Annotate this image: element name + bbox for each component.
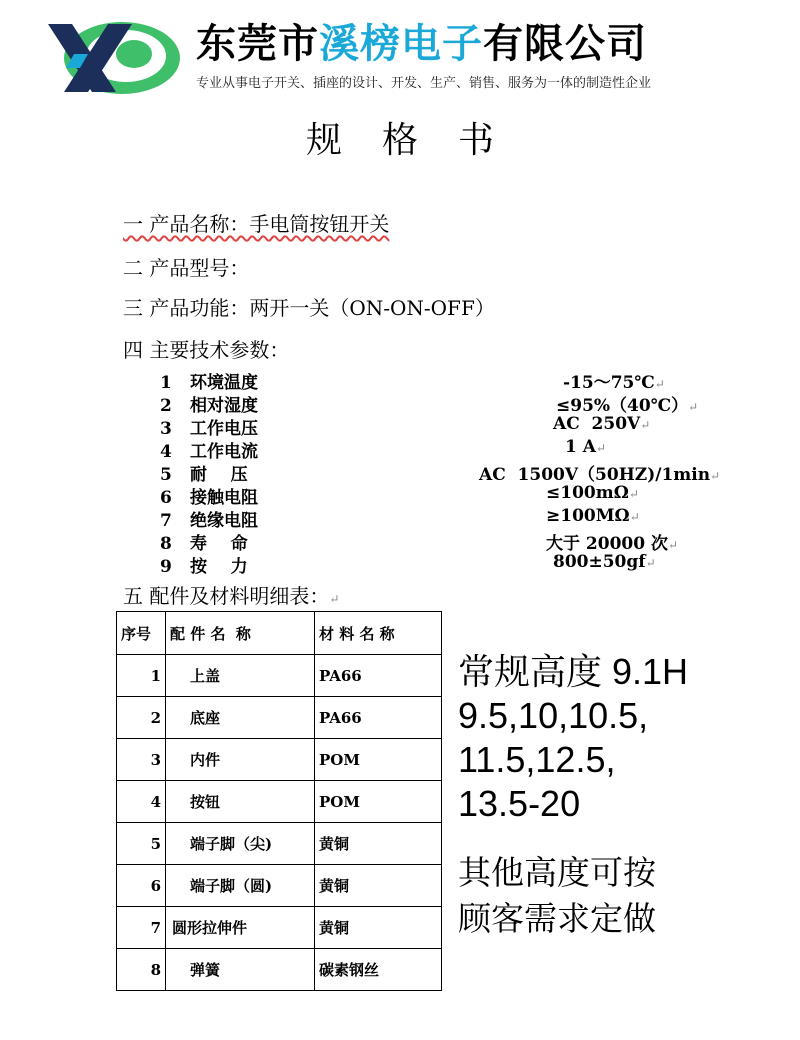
- cell-index: 8: [117, 949, 166, 991]
- table-row: [117, 781, 442, 823]
- section-product-model: 二 产品型号：: [123, 256, 250, 280]
- table-row: [117, 949, 442, 991]
- param-value-text: -15～75℃: [563, 373, 655, 393]
- cell-material: PA66: [315, 655, 442, 697]
- company-name-suffix: 有限公司: [483, 21, 647, 67]
- height-note-line: 11.5,12.5,: [458, 739, 616, 780]
- company-name: [196, 16, 647, 72]
- param-value-text: ≥100MΩ: [546, 506, 630, 526]
- cell-material: POM: [315, 781, 442, 823]
- param-row: [160, 391, 258, 416]
- table-row: [117, 739, 442, 781]
- param-value: ≤95%（40℃）↵: [556, 396, 699, 416]
- header-part-name: 配 件 名 称: [166, 612, 315, 655]
- section-parts-list: 五 配件及材料明细表：↵: [123, 584, 340, 608]
- param-name: 相对湿度: [190, 396, 258, 416]
- section-parts-list-text: 五 配件及材料明细表：: [123, 584, 330, 608]
- param-name: 工作电压: [190, 419, 258, 439]
- param-num: 4: [160, 442, 172, 462]
- cell-index: 1: [117, 655, 166, 697]
- param-value-text: 1 A: [565, 437, 596, 457]
- table-row: [117, 865, 442, 907]
- cell-material: 碳素钢丝: [315, 949, 442, 991]
- param-row: [160, 414, 258, 439]
- section-product-function: 三 产品功能：两开一关（ON-ON-OFF）: [123, 296, 495, 320]
- param-row: [160, 529, 248, 554]
- param-value: AC 1500V（50HZ)/1min↵: [479, 465, 721, 485]
- param-num: 7: [160, 511, 172, 531]
- param-value-text: AC 250V: [553, 414, 641, 434]
- height-note-line: 9.5,10,10.5,: [458, 695, 649, 736]
- cell-part-name: 上盖: [166, 655, 315, 697]
- param-num: 5: [160, 465, 172, 485]
- param-num: 6: [160, 488, 172, 508]
- cell-index: 4: [117, 781, 166, 823]
- company-name-city: 东莞市: [196, 21, 319, 67]
- header-material: 材 料 名 称: [315, 612, 442, 655]
- company-name-brand: 溪榜电子: [319, 21, 483, 67]
- height-note-line: 13.5-20: [458, 783, 581, 824]
- table-header-row: [117, 612, 442, 655]
- document-title: 规格书: [305, 120, 534, 161]
- cell-index: 2: [117, 697, 166, 739]
- cell-part-name: 底座: [166, 697, 315, 739]
- param-value-text: 大于 20000 次: [546, 534, 668, 554]
- cell-material: POM: [315, 739, 442, 781]
- cell-index: 7: [117, 907, 166, 949]
- header-index: 序号: [117, 612, 166, 655]
- cell-part-name: 按钮: [166, 781, 315, 823]
- param-num: 8: [160, 534, 172, 554]
- param-name: 绝缘电阻: [190, 511, 258, 531]
- section-product-name: [123, 208, 389, 237]
- param-value-text: 800±50gf: [553, 552, 646, 572]
- param-value: ≥100MΩ↵: [546, 506, 640, 526]
- param-value: 1 A↵: [565, 437, 606, 457]
- cell-part-name: 内件: [166, 739, 315, 781]
- cell-index: 6: [117, 865, 166, 907]
- cell-part-name: 端子脚（尖): [166, 823, 315, 865]
- height-note: [458, 650, 688, 826]
- cell-material: PA66: [315, 697, 442, 739]
- param-name: 按 力: [190, 557, 248, 577]
- cell-index: 3: [117, 739, 166, 781]
- param-name: 工作电流: [190, 442, 258, 462]
- param-num: 9: [160, 557, 172, 577]
- parts-table: [116, 611, 442, 991]
- table-row: [117, 697, 442, 739]
- custom-note-line: 顾客需求定做: [458, 899, 656, 938]
- param-row: [160, 460, 248, 485]
- cell-part-name: 弹簧: [166, 949, 315, 991]
- param-name: 环境温度: [190, 373, 258, 393]
- table-row: [117, 655, 442, 697]
- param-value: -15～75℃↵: [563, 373, 665, 393]
- section-tech-params: 四 主要技术参数：: [123, 338, 290, 362]
- height-note-line: 常规高度 9.1H: [458, 651, 689, 692]
- param-name: 接触电阻: [190, 488, 258, 508]
- table-row: [117, 823, 442, 865]
- param-name: 耐 压: [190, 465, 248, 485]
- param-value-text: ≤100mΩ: [546, 483, 629, 503]
- param-num: 3: [160, 419, 172, 439]
- custom-note-line: 其他高度可按: [458, 853, 656, 892]
- cell-index: 5: [117, 823, 166, 865]
- company-tagline: 专业从事电子开关、插座的设计、开发、生产、销售、服务为一体的制造性企业: [196, 76, 652, 91]
- param-value: AC 250V↵: [553, 414, 651, 434]
- param-value-text: AC 1500V（50HZ)/1min: [479, 465, 711, 485]
- param-row: [160, 437, 258, 462]
- cell-material: 黄铜: [315, 865, 442, 907]
- param-name: 寿 命: [190, 534, 248, 554]
- param-row: [160, 552, 248, 577]
- section-product-name-text: 一 产品名称：手电筒按钮开关: [123, 212, 390, 236]
- company-logo: [44, 18, 184, 98]
- param-value-text: ≤95%（40℃）: [556, 396, 689, 416]
- param-value: ≤100mΩ↵: [546, 483, 639, 503]
- param-row: [160, 483, 258, 508]
- param-value: 800±50gf↵: [553, 552, 656, 572]
- table-row: [117, 907, 442, 949]
- cell-part-name: 圆形拉伸件: [166, 907, 315, 949]
- cell-material: 黄铜: [315, 823, 442, 865]
- param-row: [160, 368, 258, 393]
- cell-part-name: 端子脚（圆): [166, 865, 315, 907]
- custom-note: [458, 850, 656, 942]
- param-num: 2: [160, 396, 172, 416]
- cell-material: 黄铜: [315, 907, 442, 949]
- param-num: 1: [160, 373, 172, 393]
- param-row: [160, 506, 258, 531]
- param-value: 大于 20000 次↵: [546, 534, 679, 554]
